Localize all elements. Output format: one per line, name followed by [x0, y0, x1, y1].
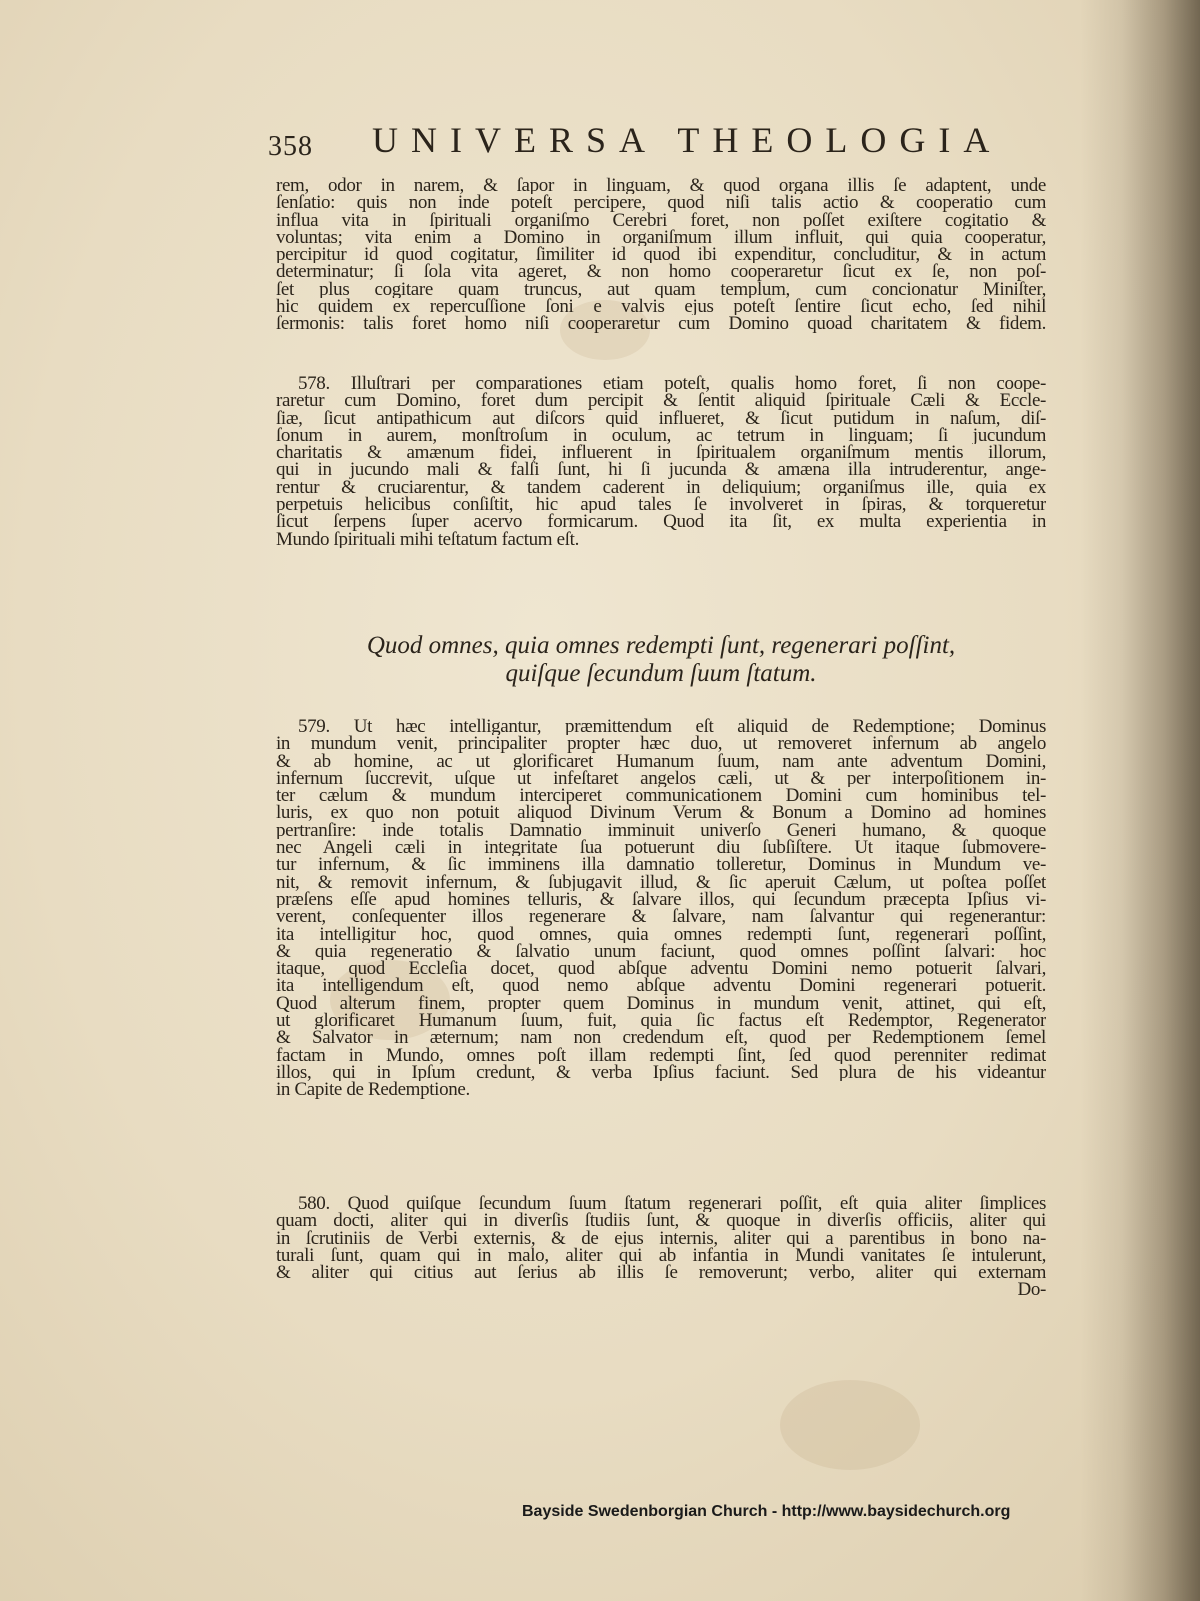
- heading-line: quiſque ſecundum ſuum ſtatum.: [505, 660, 817, 687]
- text-line: in Capite de Redemptione.: [276, 1081, 470, 1099]
- text-line: perpetuis helicibus conſiſtit, hic apud tales ſe involveret in ſpiras, & torqueretur: [276, 496, 1046, 514]
- text-line: voluntas; vita enim a Domino in organiſmum illum influit, qui quia cooperatur,: [276, 228, 1046, 247]
- text-line: pertranſire: inde totalis Damnatio imminuit univerſo Generi humano, & quoque: [276, 821, 1046, 840]
- text-line: 580. Quod quiſque ſecundum ſuum ſtatum regenerari poſſit, eſt quia aliter ſimplices: [298, 1195, 1046, 1213]
- paragraph-continuation: [276, 177, 1046, 333]
- text-line: ita intelligitur hoc, quod omnes, quia omnes redempti ſunt, regenerari poſſint,: [276, 925, 1046, 943]
- text-line: ſonum in aurem, monſtroſum in oculum, ac tetrum in linguam; ſi jucundum: [276, 426, 1046, 445]
- text-line: præſens eſſe apud homines telluris, & ſalvare illos, qui ſecundum præcepta Ipſius vi-: [276, 890, 1046, 909]
- text-line: verent, conſequenter illos regenerare & ſalvare, nam ſalvantur qui regenerantur:: [276, 908, 1046, 926]
- text-line: factam in Mundo, omnes poſt illam redempti ſint, ſed quod perenniter redimat: [276, 1046, 1046, 1064]
- text-line: infernum ſuccrevit, uſque ut infeſtaret angelos cæli, ut & per interpoſitionem in-: [276, 769, 1046, 788]
- section-heading: [276, 632, 1046, 688]
- running-title: UNIVERSA THEOLOGIA: [372, 120, 1003, 160]
- text-line: ſet plus cogitare quam truncus, aut quam templum, cum concionatur Miniſter,: [276, 280, 1046, 299]
- text-line: qui in jucundo mali & falſi ſunt, hi ſi jucunda & amæna illa intruderentur, ange-: [276, 461, 1046, 479]
- text-line: ita intelligendum eſt, quod nemo abſque adventu Domini regenerari potuerit.: [276, 977, 1046, 995]
- text-line: ter cælum & mundum interciperet communicationem Domini cum hominibus tel-: [276, 787, 1046, 805]
- text-line: Mundo ſpirituali mihi teſtatum factum eſt.: [276, 530, 579, 548]
- text-line: itaque, quod Eccleſia docet, quod abſque adventu Domini nemo potuerit ſalvari,: [276, 960, 1046, 978]
- text-line: 578. Illuſtrari per comparationes etiam poteſt, qualis homo foret, ſi non coope-: [298, 375, 1046, 393]
- catchword: Do-: [1017, 1281, 1046, 1299]
- text-line: Quod alterum finem, propter quem Dominus in mundum venit, attinet, qui eſt,: [276, 994, 1046, 1013]
- text-line: in mundum venit, principaliter propter hæc duo, ut removeret infernum ab angelo: [276, 735, 1046, 753]
- text-line: & aliter qui citius aut ſerius ab illis ſe removerunt; verbo, aliter qui externam: [276, 1264, 1046, 1282]
- text-line: in ſcrutiniis de Verbi externis, & de ejus internis, aliter qui a parentibus in bono na-: [276, 1229, 1046, 1247]
- text-line: & ab homine, ac ut glorificaret Humanum ſuum, nam ante adventum Domini,: [276, 752, 1046, 770]
- paragraph-580: [276, 1195, 1046, 1299]
- text-line: ſenſatio: quis non inde poteſt percipere, quod niſi talis actio & cooperatio cum: [276, 194, 1046, 212]
- text-line: turali ſunt, quam qui in malo, aliter qui ab infantia in Mundi vanitates ſe intulerunt,: [276, 1246, 1046, 1265]
- paper-stain: [780, 1380, 920, 1470]
- paragraph-578: [276, 375, 1046, 548]
- text-line: rentur & cruciarentur, & tandem caderent in deliquium; organiſmus ille, quia ex: [276, 478, 1046, 497]
- text-line: nit, & removit infernum, & ſubjugavit illud, & ſic aperuit Cælum, ut poſtea poſſet: [276, 873, 1046, 891]
- text-line: charitatis & amænum fidei, influerent in ſpiritualem organiſmum mentis illorum,: [276, 444, 1046, 462]
- text-line: quam docti, aliter qui in diverſis ſtudiis ſunt, & quoque in diverſis officiis, aliter qui: [276, 1212, 1046, 1230]
- text-line: determinatur; ſi ſola vita ageret, & non homo cooperaretur ſicut ex ſe, non poſ-: [276, 263, 1046, 281]
- text-line: nec Angeli cæli in integritate ſua potuerunt diu ſubſiſtere. Ut itaque ſubmovere-: [276, 839, 1046, 857]
- text-line: & quia regeneratio & ſalvatio unum faciunt, quod omnes poſſint ſalvari: hoc: [276, 942, 1046, 961]
- text-line: luris, ex quo non potuit aliquod Divinum Verum & Bonum a Domino ad homines: [276, 804, 1046, 822]
- text-line: illos, qui in Ipſum credunt, & verba Ipſius faciunt. Sed plura de his videantur: [276, 1063, 1046, 1082]
- watermark-credit: Bayside Swedenborgian Church - http://www.baysidechurch.org: [522, 1503, 1011, 1520]
- text-line: ſermonis: talis foret homo niſi cooperaretur cum Domino quoad charitatem & fidem.: [276, 315, 1046, 333]
- text-line: tur infernum, & ſic imminens illa damnatio tolleretur, Dominus in Mundum ve-: [276, 856, 1046, 874]
- heading-line: Quod omnes, quia omnes redempti ſunt, regenerari poſſint,: [366, 632, 956, 659]
- page-number: 358: [268, 131, 313, 162]
- running-head: [268, 117, 1003, 167]
- gutter-shadow: [1080, 0, 1200, 1601]
- text-line: raretur cum Domino, foret dum percipit & ſentit aliquid ſpirituale Cæli & Eccle-: [276, 392, 1046, 410]
- text-line: ſiæ, ſicut antipathicum aut diſcors quid influeret, & ſicut putidum in naſum, diſ-: [276, 409, 1046, 427]
- text-line: rem, odor in narem, & ſapor in linguam, & quod organa illis ſe adaptent, unde: [276, 177, 1046, 195]
- text-line: ut glorificaret Humanum ſuum, fuit, quia ſic factus eſt Redemptor, Regenerator: [276, 1012, 1046, 1030]
- text-line: 579. Ut hæc intelligantur, præmittendum eſt aliquid de Redemptione; Dominus: [298, 718, 1046, 736]
- paragraph-579: [276, 718, 1046, 1099]
- text-line: ſicut ſerpens ſuper acervo formicarum. Quod ita ſit, ex multa experientia in: [276, 513, 1046, 531]
- text-line: hic quidem ex repercuſſione ſoni e valvis ejus poteſt ſentire ſicut echo, ſed nihil: [276, 298, 1046, 316]
- text-line: influa vita in ſpirituali organiſmo Cerebri foret, non poſſet exiſtere cogitatio &: [276, 211, 1046, 229]
- text-line: percipitur id quod cogitatur, ſimiliter id quod ibi expenditur, concluditur, & in actum: [276, 246, 1046, 264]
- text-line: & Salvator in æternum; nam non credendum eſt, quod per Redemptionem ſemel: [276, 1029, 1046, 1047]
